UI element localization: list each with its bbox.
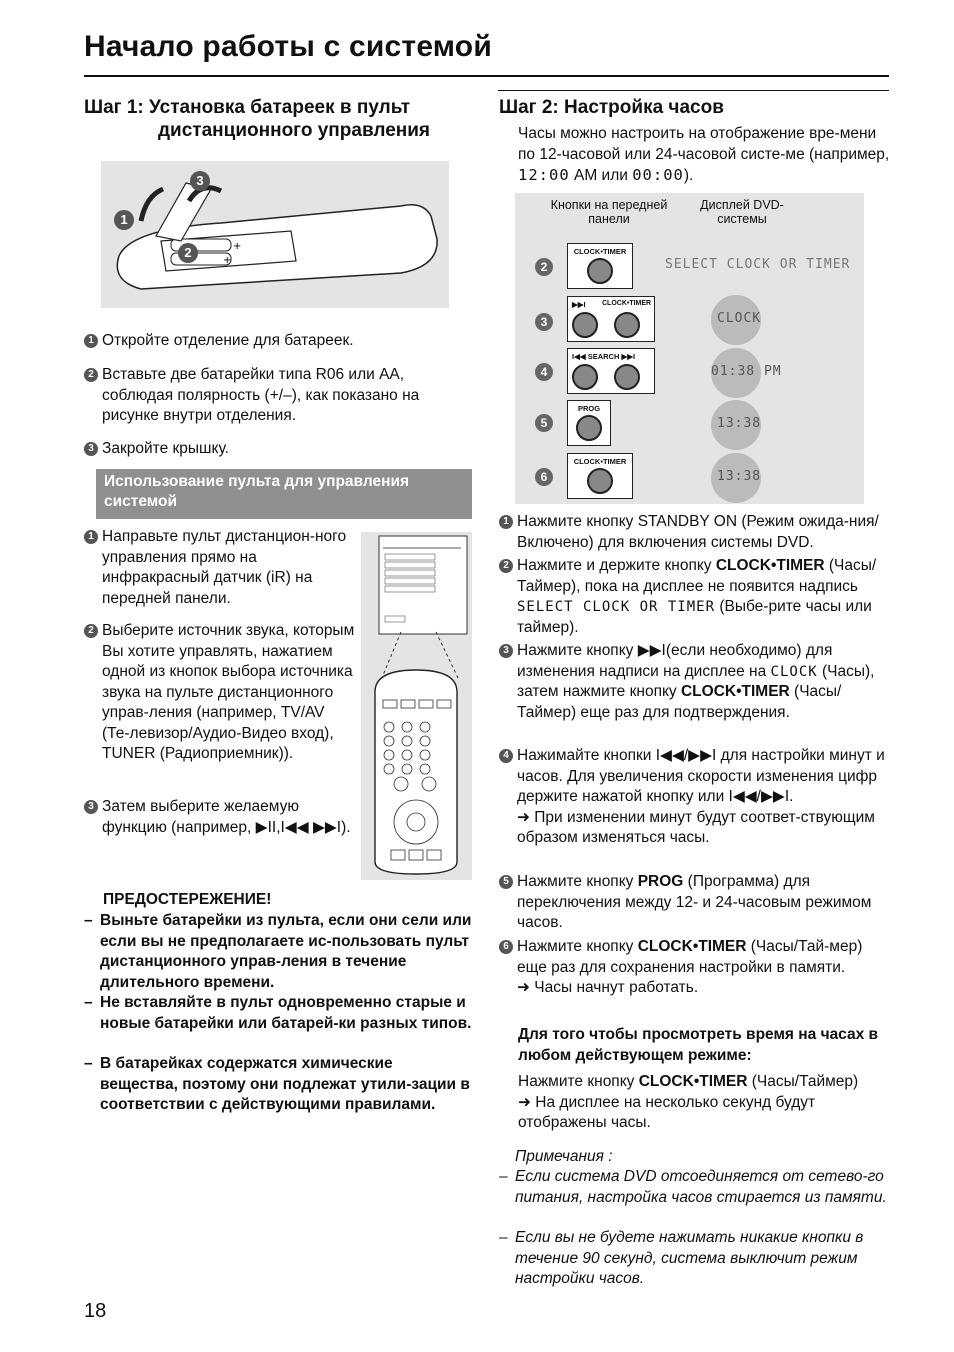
svg-text:+: +	[233, 241, 242, 252]
warning-item-3: – В батарейках содержатся химические вещества, поэтому они подлежат утили-зации в соответствии с действующими правилами.	[84, 1055, 470, 1113]
step2-item-5: 5 Нажмите кнопку PROG (Программа) для переключения между 12- и 24-часовым режимом часов.	[499, 872, 889, 934]
remote-item-2: 2 Выберите источник звука, которым Вы хотите управлять, нажатием одной из кнопок выбора источника звука на пульте дистанционного управ-ления (например, TV/AV (Те-левизор/Аудио-Видео вход), TUNER (Радиоприемник)).	[84, 621, 356, 765]
diagram-col1-label: Кнопки на передней панели	[550, 198, 668, 226]
round-button-icon	[587, 468, 613, 494]
front-panel-button-box: PROG	[567, 400, 611, 446]
remote-control-figure	[361, 532, 472, 880]
diagram-row-num: 6	[535, 468, 553, 486]
note-1: – Если система DVD отсоединяется от сетево-го питания, настройка часов стирается из памяти.	[499, 1168, 887, 1206]
battery-figure	[101, 161, 449, 308]
warning-item-1: – Выньте батарейки из пульта, если они сели или если вы не предполагаете ис-пользовать пульт дистанционного управ-ления в течение длительного времени.	[84, 912, 472, 991]
step1-item-2: 2 Вставьте две батарейки типа R06 или АА, соблюдая полярность (+/–), как показано на рисунке внутри отделения.	[84, 365, 474, 427]
remote-use-bar: Использование пульта для управления системой	[96, 469, 472, 519]
diagram-col2-label: Дисплей DVD-системы	[700, 198, 784, 226]
notes-title: Примечания :	[515, 1148, 613, 1165]
round-button-icon	[587, 258, 613, 284]
callout-2: 2	[178, 243, 198, 263]
step2-item-3: 3 Нажмите кнопку ▶▶I(если необходимо) для изменения надписи на дисплее на CLOCK (Часы), затем нажмите кнопку CLOCK•TIMER (Часы/Таймер) еще раз для подтверждения.	[499, 641, 889, 723]
warning-item-2: – Не вставляйте в пульт одновременно старые и новые батарейки или батарей-ки разных типов.	[84, 994, 472, 1032]
lcd-display: 13:38	[717, 469, 762, 484]
title-rule	[84, 75, 889, 77]
front-panel-button-box: CLOCK•TIMER	[567, 453, 633, 499]
warning-title: ПРЕДОСТЕРЕЖЕНИЕ!	[103, 891, 272, 908]
front-panel-button-box: I◀◀ SEARCH ▶▶I	[567, 348, 655, 394]
lcd-display: 13:38	[717, 416, 762, 431]
round-button-icon	[576, 415, 602, 441]
lcd-display: CLOCK	[717, 311, 762, 326]
note-2: – Если вы не будете нажимать никакие кнопки в течение 90 секунд, система выключит режим настройки часов.	[499, 1229, 864, 1287]
lcd-display: 01:38 PM	[711, 364, 782, 379]
round-button-icon	[572, 312, 598, 338]
diagram-row-num: 4	[535, 363, 553, 381]
remote-control-illustration	[361, 532, 472, 880]
callout-3: 3	[190, 171, 210, 191]
front-panel-button-box: CLOCK•TIMER	[567, 243, 633, 289]
page-number: 18	[84, 1300, 107, 1322]
view-time-title: Для того чтобы просмотреть время на часах в любом действующем режиме:	[518, 1026, 879, 1064]
step2-heading: Шаг 2: Настройка часов	[499, 97, 724, 118]
diagram-row-num: 2	[535, 258, 553, 276]
diagram-row-num: 3	[535, 313, 553, 331]
lcd-display: SELECT CLOCK OR TIMER	[665, 257, 851, 272]
round-button-icon	[614, 364, 640, 390]
round-button-icon	[614, 312, 640, 338]
remote-battery-illustration	[101, 161, 449, 308]
svg-text:+: +	[223, 255, 232, 266]
step2-item-6: 6 Нажмите кнопку CLOCK•TIMER (Часы/Тай-мер) еще раз для сохранения настройки в памяти. ➜ Часы начнут работать.	[499, 937, 889, 999]
clock-diagram	[515, 193, 864, 504]
step2-rule	[498, 90, 889, 91]
step2-intro: Часы можно настроить на отображение вре-мени по 12-часовой или 24-часовой систе-ме (например, 12:00 AM или 00:00).	[518, 125, 890, 184]
front-panel-button-box: ▶▶I CLOCK•TIMER	[567, 296, 655, 342]
remote-item-1: 1 Направьте пульт дистанцион-ного управления прямо на инфракрасный датчик (iR) на передней панели.	[84, 527, 356, 609]
remote-item-3: 3 Затем выберите желаемую функцию (например, ▶II,I◀◀ ▶▶I).	[84, 797, 356, 838]
step2-item-2: 2 Нажмите и держите кнопку CLOCK•TIMER (Часы/Таймер), пока на дисплее не появится надпись SELECT CLOCK OR TIMER (Выбе-рите часы или таймер).	[499, 556, 889, 638]
step2-item-4: 4 Нажимайте кнопки I◀◀/▶▶I для настройки минут и часов. Для увеличения скорости изменения цифр держите нажатой кнопку или I◀◀/▶▶I. ➜ При изменении минут будут соответ-ствующим образом изменяться часы.	[499, 746, 889, 849]
step1-item-1: 1 Откройте отделение для батареек.	[84, 331, 474, 352]
step1-item-3: 3 Закройте крышку.	[84, 439, 474, 460]
step2-item-1: 1 Нажмите кнопку STANDBY ON (Режим ожида-ния/Включено) для включения системы DVD.	[499, 512, 889, 553]
diagram-row-num: 5	[535, 414, 553, 432]
view-time-text: Нажмите кнопку CLOCK•TIMER (Часы/Таймер) ➜ На дисплее на несколько секунд будут отображены часы.	[518, 1073, 859, 1131]
callout-1: 1	[114, 210, 134, 230]
page-title: Начало работы с системой	[84, 30, 492, 63]
step1-heading: Шаг 1: Установка батареек в пульт дистанционного управления	[84, 97, 431, 141]
round-button-icon	[572, 364, 598, 390]
